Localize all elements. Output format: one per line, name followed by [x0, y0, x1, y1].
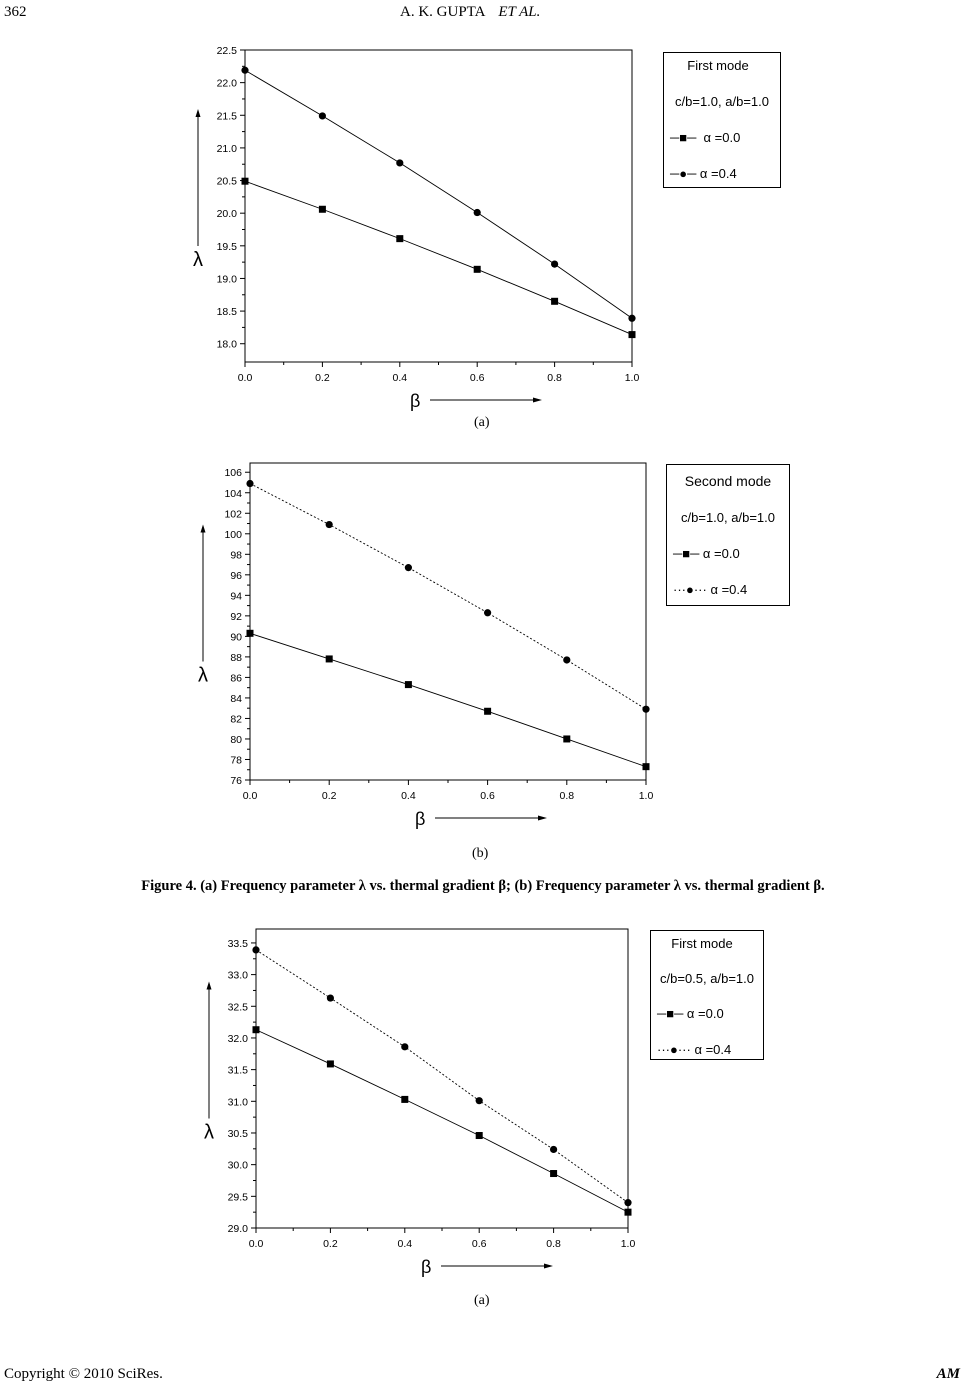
data-point-square [643, 763, 650, 770]
y-tick-label: 32.5 [227, 1001, 248, 1014]
y-tick-label: 21.0 [216, 142, 237, 155]
x-tick-label: 1.0 [624, 372, 640, 384]
legend [666, 464, 790, 606]
legend-entry-alpha-04: ···●··· α =0.4 [673, 582, 748, 597]
data-point-square [474, 266, 481, 273]
legend-subtitle: c/b=1.0, a/b=1.0 [675, 94, 769, 109]
y-tick-label: 33.5 [227, 937, 248, 950]
y-tick-label: 19.5 [216, 240, 237, 253]
x-axis-label-beta: β [421, 1257, 432, 1277]
panel-label-a: (a) [474, 415, 490, 430]
x-tick-label: 0.2 [321, 790, 337, 802]
legend-square-marker-icon: ─■─ [657, 1006, 684, 1021]
x-tick-label: 0.0 [248, 1238, 264, 1250]
data-point-circle [246, 480, 253, 487]
legend [650, 930, 764, 1060]
data-point-circle [401, 1043, 408, 1050]
y-tick-label: 102 [224, 508, 242, 521]
arrow-head-icon [538, 816, 547, 821]
series-line-0 [245, 181, 632, 334]
data-point-circle [474, 209, 481, 216]
x-tick-label: 1.0 [620, 1238, 636, 1250]
data-point-square [551, 298, 558, 305]
panel-label-a-second: (a) [474, 1293, 490, 1308]
y-tick-label: 20.0 [216, 208, 237, 221]
y-tick-label: 30.0 [227, 1159, 248, 1172]
x-tick-label: 0.4 [397, 1238, 413, 1250]
y-tick-label: 94 [230, 590, 242, 603]
x-tick-label: 0.4 [401, 790, 416, 802]
y-tick-label: 33.0 [227, 969, 248, 982]
data-point-square [405, 681, 412, 688]
arrow-head-icon [533, 398, 542, 403]
data-point-circle [628, 315, 635, 322]
data-point-square [319, 206, 326, 213]
data-point-circle [476, 1097, 483, 1104]
data-point-square [253, 1026, 260, 1033]
plot-frame [245, 50, 632, 362]
legend-entry-alpha-0: ─■─ α =0.0 [673, 546, 740, 561]
data-point-square [476, 1132, 483, 1139]
running-header-etal: ET AL. [498, 4, 541, 20]
data-point-circle [550, 1146, 557, 1153]
series-line-0 [256, 1030, 628, 1212]
y-tick-label: 80 [230, 733, 242, 746]
y-tick-label: 84 [230, 692, 242, 705]
x-tick-label: 1.0 [638, 790, 654, 802]
data-point-circle [484, 609, 491, 616]
footer-journal: AM [936, 1366, 960, 1382]
x-axis-label-beta: β [410, 391, 421, 411]
page-number: 362 [4, 4, 27, 20]
panel-label-b: (b) [472, 846, 489, 861]
data-point-circle [396, 159, 403, 166]
data-point-square [550, 1170, 557, 1177]
y-tick-label: 29.0 [227, 1223, 248, 1235]
x-tick-label: 0.8 [547, 372, 562, 384]
data-point-square [563, 735, 570, 742]
data-point-circle [551, 260, 558, 267]
footer-copyright: Copyright © 2010 SciRes. [4, 1366, 163, 1382]
y-tick-label: 21.5 [216, 110, 237, 123]
legend-square-marker-icon: ─■─ [670, 130, 697, 145]
x-tick-label: 0.0 [242, 790, 258, 802]
y-tick-label: 18.5 [216, 306, 237, 319]
legend-entry-alpha-04: ···●··· α =0.4 [657, 1042, 732, 1057]
legend-entry-alpha-0: ─■─ α =0.0 [657, 1006, 724, 1021]
data-point-square [625, 1209, 632, 1216]
y-tick-label: 96 [230, 569, 242, 582]
y-tick-label: 90 [230, 631, 242, 644]
legend-entry-alpha-0: ─■─ α =0.0 [670, 130, 741, 145]
data-point-circle [405, 564, 412, 571]
x-tick-label: 0.2 [315, 372, 330, 384]
data-point-square [401, 1096, 408, 1103]
y-tick-label: 31.5 [227, 1064, 248, 1077]
x-axis-label-beta: β [415, 809, 426, 829]
legend-title: First mode [687, 58, 749, 73]
y-tick-label: 78 [230, 754, 242, 767]
y-tick-label: 18.0 [216, 338, 237, 351]
y-axis-label-lambda: λ [198, 664, 208, 687]
series-line-1 [250, 484, 646, 710]
data-point-circle [326, 521, 333, 528]
y-tick-label: 100 [224, 528, 242, 541]
arrow-head-icon [201, 525, 206, 533]
y-tick-label: 22.5 [216, 45, 237, 57]
legend-square-marker-icon: ─■─ [673, 546, 700, 561]
arrow-head-icon [196, 109, 201, 117]
x-tick-label: 0.6 [469, 372, 485, 384]
data-point-circle [563, 656, 570, 663]
y-tick-label: 30.5 [227, 1127, 248, 1140]
data-point-square [247, 630, 254, 637]
data-point-square [242, 178, 249, 185]
arrow-head-icon [544, 1264, 553, 1269]
y-tick-label: 19.0 [216, 273, 237, 286]
series-line-1 [256, 950, 628, 1203]
data-point-circle [252, 946, 259, 953]
series-line-1 [245, 70, 632, 318]
legend-circle-marker-icon: ─●─ [670, 166, 697, 181]
data-point-square [326, 655, 333, 662]
y-tick-label: 88 [230, 651, 242, 664]
data-point-square [484, 708, 491, 715]
legend-circle-marker-icon: ···●··· [657, 1042, 691, 1057]
chart-0 [193, 45, 639, 411]
x-tick-label: 0.4 [392, 372, 408, 384]
y-tick-label: 76 [230, 775, 242, 787]
legend-entry-alpha-04: ─●─ α =0.4 [670, 166, 737, 181]
y-tick-label: 20.5 [216, 175, 237, 188]
data-point-square [396, 235, 403, 242]
data-point-circle [642, 706, 649, 713]
y-tick-label: 92 [230, 610, 242, 623]
legend-subtitle: c/b=1.0, a/b=1.0 [681, 510, 775, 525]
x-tick-label: 0.6 [480, 790, 495, 802]
figure-caption: Figure 4. (a) Frequency parameter λ vs. thermal gradient β; (b) Frequency parameter λ vs. thermal gradient β. [141, 878, 825, 894]
x-tick-label: 0.8 [546, 1238, 561, 1250]
legend-subtitle: c/b=0.5, a/b=1.0 [660, 971, 754, 986]
chart-1 [198, 463, 653, 829]
x-tick-label: 0.8 [559, 790, 575, 802]
data-point-square [327, 1060, 334, 1067]
y-tick-label: 31.0 [227, 1096, 248, 1109]
legend-circle-marker-icon: ···●··· [673, 582, 707, 597]
y-axis-label-lambda: λ [204, 1121, 214, 1144]
y-tick-label: 106 [224, 467, 242, 480]
chart-2 [204, 929, 635, 1277]
x-tick-label: 0.6 [471, 1238, 487, 1250]
data-point-circle [241, 67, 248, 74]
data-point-square [629, 331, 636, 338]
legend-title: First mode [671, 936, 733, 951]
legend [663, 52, 781, 188]
y-tick-label: 86 [230, 672, 242, 685]
y-tick-label: 98 [230, 549, 242, 562]
data-point-circle [319, 112, 326, 119]
series-line-0 [250, 633, 646, 766]
arrow-head-icon [207, 982, 212, 990]
legend-title: Second mode [684, 473, 772, 489]
y-tick-label: 22.0 [216, 77, 237, 90]
x-tick-label: 0.2 [323, 1238, 338, 1250]
y-tick-label: 104 [224, 487, 242, 500]
data-point-circle [327, 994, 334, 1001]
y-tick-label: 32.0 [227, 1032, 248, 1045]
y-tick-label: 82 [230, 713, 242, 726]
plot-frame [250, 463, 646, 780]
data-point-circle [624, 1199, 631, 1206]
running-header-authors: A. K. GUPTA [400, 4, 485, 20]
x-tick-label: 0.0 [237, 372, 253, 384]
y-axis-label-lambda: λ [193, 249, 203, 271]
y-tick-label: 29.5 [227, 1191, 248, 1204]
